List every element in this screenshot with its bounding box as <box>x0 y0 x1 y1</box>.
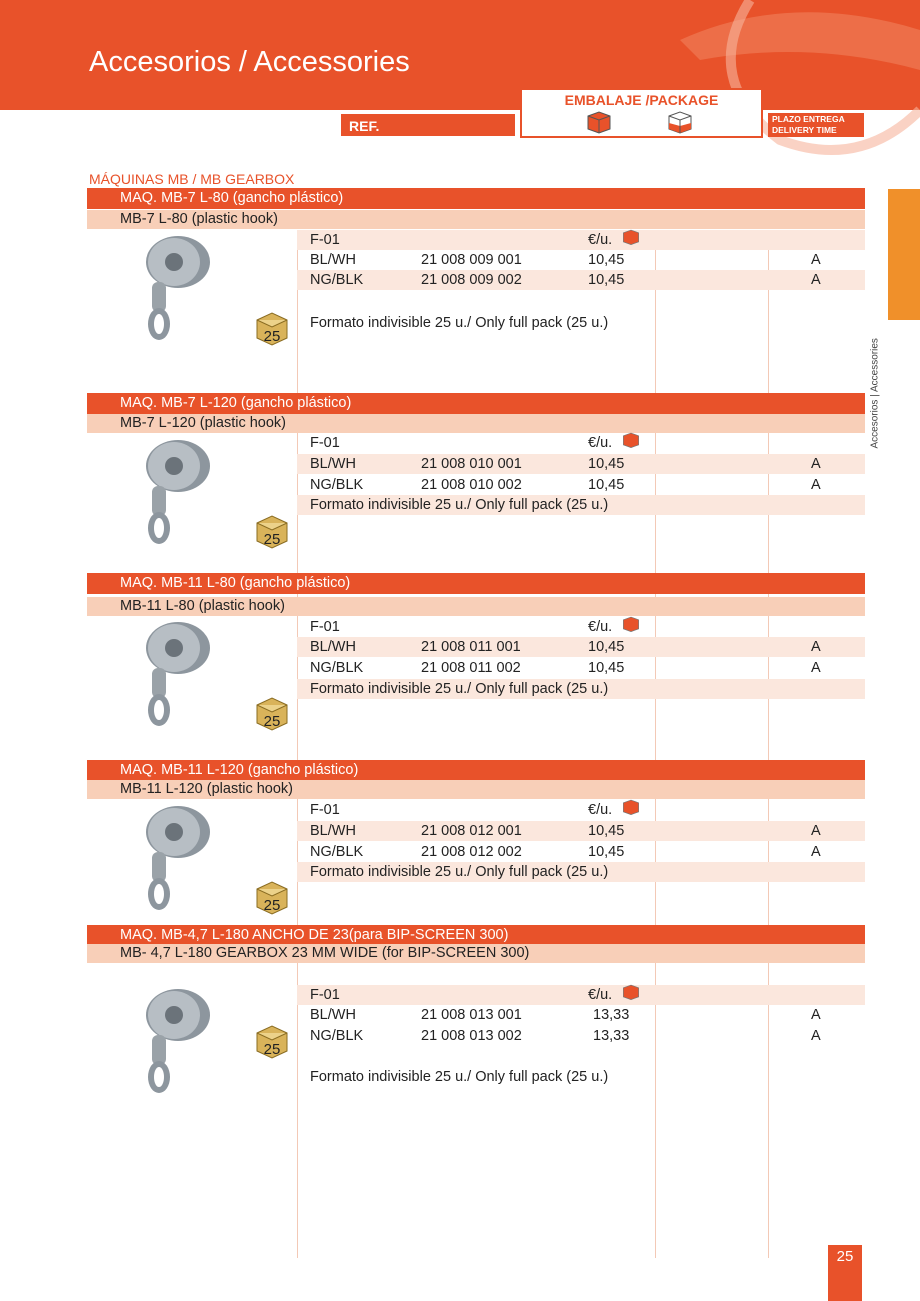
finish-code: F-01 <box>310 232 340 248</box>
section-subtitle: MB-7 L-120 (plastic hook) <box>87 414 865 433</box>
color-variant: NG/BLK <box>310 477 364 493</box>
gearbox-product-image <box>130 232 220 342</box>
svg-text:25: 25 <box>263 1041 281 1058</box>
reference-code: 21 008 009 001 <box>421 252 522 268</box>
delivery-time: A <box>811 252 821 268</box>
product-row <box>297 270 865 290</box>
pack-note: Formato indivisible 25 u./ Only full pack (25 u.) <box>310 315 609 331</box>
color-variant: NG/BLK <box>310 660 364 676</box>
pack-note: Formato indivisible 25 u./ Only full pack (25 u.) <box>310 864 609 880</box>
unit-price: 13,33 <box>593 1028 630 1044</box>
unit-price: 10,45 <box>588 639 625 655</box>
finish-row <box>297 617 865 637</box>
section-subtitle: MB-11 L-120 (plastic hook) <box>87 780 865 799</box>
ref-column-header: REF. <box>340 113 516 137</box>
product-row <box>297 842 865 862</box>
finish-code: F-01 <box>310 987 340 1003</box>
color-variant: BL/WH <box>310 823 356 839</box>
svg-text:25: 25 <box>263 531 281 548</box>
package-column-header <box>520 88 763 138</box>
unit-price: 10,45 <box>588 456 625 472</box>
price-unit-label: €/u. <box>588 987 613 1003</box>
pack-25-badge-icon <box>256 1025 288 1059</box>
page-number: 25 <box>828 1245 862 1301</box>
price-unit-label: €/u. <box>588 802 613 818</box>
category-title: MÁQUINAS MB / MB GEARBOX <box>89 171 295 187</box>
unit-price: 10,45 <box>588 252 625 268</box>
section-header: MAQ. MB-7 L-120 (gancho plástico) <box>87 393 865 414</box>
reference-code: 21 008 010 002 <box>421 477 522 493</box>
finish-code: F-01 <box>310 619 340 635</box>
unit-box-icon <box>622 228 640 246</box>
section-header: MAQ. MB-11 L-120 (gancho plástico) <box>87 760 865 781</box>
package-label: EMBALAJE /PACKAGE <box>564 92 719 108</box>
gearbox-product-image <box>130 802 220 912</box>
pack-note: Formato indivisible 25 u./ Only full pack (25 u.) <box>310 1069 609 1085</box>
section-subtitle: MB-7 L-80 (plastic hook) <box>87 210 865 229</box>
reference-code: 21 008 011 002 <box>421 660 521 676</box>
svg-text:25: 25 <box>263 328 281 345</box>
gearbox-product-image <box>130 618 220 728</box>
unit-price: 10,45 <box>588 477 625 493</box>
product-row <box>297 475 865 495</box>
finish-row <box>297 433 865 453</box>
product-row <box>297 1026 865 1046</box>
color-variant: BL/WH <box>310 1007 356 1023</box>
pack-25-badge-icon <box>256 515 288 549</box>
finish-code: F-01 <box>310 435 340 451</box>
color-variant: NG/BLK <box>310 844 364 860</box>
pack-note-row <box>297 495 865 515</box>
reference-code: 21 008 012 001 <box>421 823 522 839</box>
reference-code: 21 008 010 001 <box>421 456 522 472</box>
color-variant: BL/WH <box>310 639 356 655</box>
delivery-time: A <box>811 272 821 288</box>
finish-row <box>297 800 865 820</box>
unit-price: 10,45 <box>588 272 625 288</box>
delivery-time: A <box>811 1028 821 1044</box>
pack-box-icon <box>667 110 693 134</box>
color-variant: NG/BLK <box>310 272 364 288</box>
pack-25-badge-icon <box>256 881 288 915</box>
product-row <box>297 637 865 657</box>
svg-text:25: 25 <box>263 897 281 914</box>
reference-code: 21 008 011 001 <box>421 639 521 655</box>
reference-code: 21 008 013 001 <box>421 1007 522 1023</box>
reference-code: 21 008 009 002 <box>421 272 522 288</box>
gearbox-product-image <box>130 436 220 546</box>
delivery-label-en: DELIVERY TIME <box>772 125 837 135</box>
product-row <box>297 454 865 474</box>
unit-price: 13,33 <box>593 1007 630 1023</box>
unit-box-icon <box>586 110 612 134</box>
delivery-time: A <box>811 456 821 472</box>
product-row <box>297 1005 865 1025</box>
unit-box-icon <box>622 615 640 633</box>
color-variant: BL/WH <box>310 456 356 472</box>
svg-text:25: 25 <box>263 713 281 730</box>
delivery-column-header <box>768 113 864 137</box>
finish-code: F-01 <box>310 802 340 818</box>
pack-note-row <box>297 313 865 333</box>
finish-row <box>297 985 865 1005</box>
unit-price: 10,45 <box>588 844 625 860</box>
delivery-time: A <box>811 660 821 676</box>
price-unit-label: €/u. <box>588 232 613 248</box>
column-divider <box>768 230 769 1258</box>
unit-box-icon <box>622 798 640 816</box>
column-divider <box>297 230 298 1258</box>
delivery-time: A <box>811 477 821 493</box>
delivery-time: A <box>811 1007 821 1023</box>
pack-note: Formato indivisible 25 u./ Only full pack (25 u.) <box>310 497 609 513</box>
gearbox-product-image <box>130 985 220 1095</box>
reference-code: 21 008 012 002 <box>421 844 522 860</box>
delivery-time: A <box>811 639 821 655</box>
side-tab <box>888 189 920 320</box>
side-tab-label <box>866 320 884 452</box>
color-variant: BL/WH <box>310 252 356 268</box>
delivery-label-es: PLAZO ENTREGA <box>772 114 845 124</box>
pack-note-row <box>297 862 865 882</box>
product-row <box>297 821 865 841</box>
section-header: MAQ. MB-7 L-80 (gancho plástico) <box>87 188 865 209</box>
finish-row <box>297 230 865 250</box>
pack-25-badge-icon <box>256 312 288 346</box>
unit-box-icon <box>622 431 640 449</box>
price-unit-label: €/u. <box>588 619 613 635</box>
page-title: Accesorios / Accessories <box>89 46 410 78</box>
delivery-time: A <box>811 823 821 839</box>
pack-25-badge-icon <box>256 697 288 731</box>
unit-price: 10,45 <box>588 823 625 839</box>
section-header: MAQ. MB-11 L-80 (gancho plástico) <box>87 573 865 594</box>
price-unit-label: €/u. <box>588 435 613 451</box>
section-subtitle: MB-11 L-80 (plastic hook) <box>87 597 865 616</box>
unit-price: 10,45 <box>588 660 625 676</box>
section-header: MAQ. MB-4,7 L-180 ANCHO DE 23(para BIP-SCREEN 300) <box>87 925 865 946</box>
pack-note: Formato indivisible 25 u./ Only full pack (25 u.) <box>310 681 609 697</box>
delivery-time: A <box>811 844 821 860</box>
pack-note-row <box>297 1067 865 1087</box>
side-tab-text: Accesorios | Accessories <box>869 338 881 449</box>
product-row <box>297 658 865 678</box>
section-subtitle: MB- 4,7 L-180 GEARBOX 23 MM WIDE (for BIP-SCREEN 300) <box>87 944 865 963</box>
product-row <box>297 250 865 270</box>
pack-note-row <box>297 679 865 699</box>
unit-box-icon <box>622 983 640 1001</box>
color-variant: NG/BLK <box>310 1028 364 1044</box>
reference-code: 21 008 013 002 <box>421 1028 522 1044</box>
column-divider <box>655 230 656 1258</box>
